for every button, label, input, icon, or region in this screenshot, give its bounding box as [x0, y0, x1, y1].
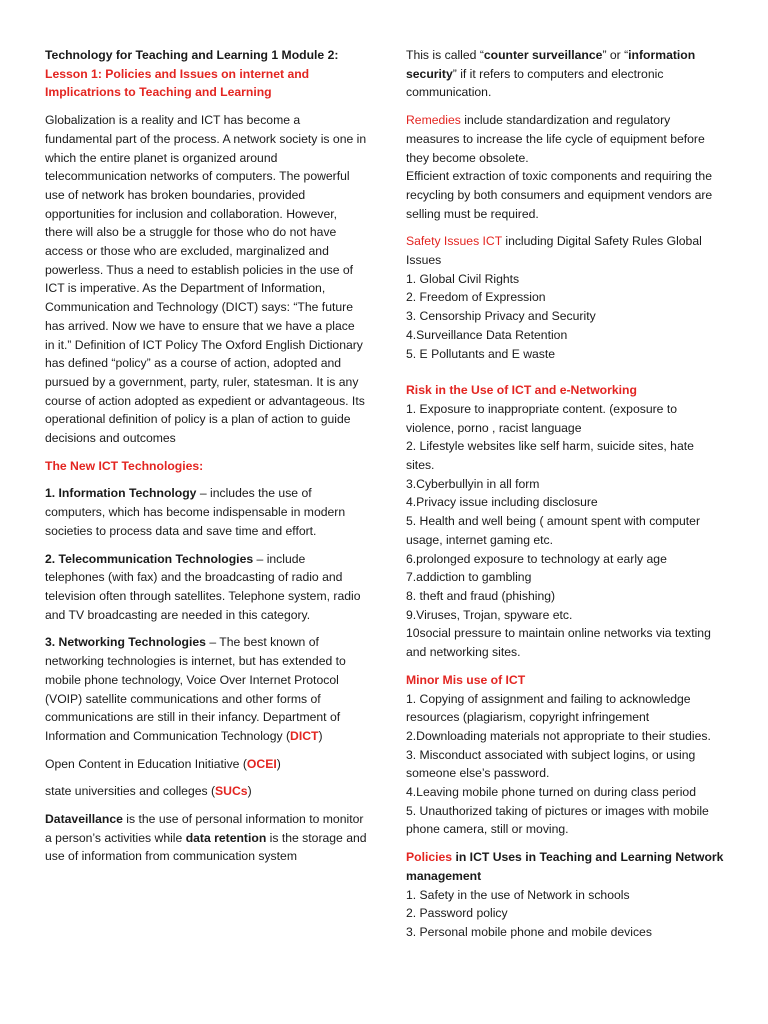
remedies-paragraph-2: Efficient extraction of toxic components and requiring the recycling by both consumers and equipment vendors are selling must be required. — [406, 169, 713, 221]
tech-item-2 — [45, 550, 367, 625]
list-item: 4.Privacy issue including disclosure — [406, 495, 598, 510]
tech-item-1-text: – includes the use of computers, which has become indispensable in modern societies to process data and save time and effort. — [45, 486, 346, 538]
risk-heading: Risk in the Use of ICT and e-Networking — [406, 383, 637, 398]
ocei-text: Open Content in Education Initiative ( — [45, 756, 247, 771]
document-title: Technology for Teaching and Learning 1 Module 2: — [45, 48, 339, 62]
cs-term: counter surveillance — [483, 48, 603, 62]
tech-item-1-label: 1. Information Technology — [45, 486, 197, 501]
minor-misuse-list — [406, 690, 724, 840]
list-item: 2.Downloading materials not appropriate to their studies. — [406, 728, 711, 743]
remedies-term: Remedies — [406, 113, 461, 128]
list-item: 5. Unauthorized taking of pictures or images with mobile phone camera, still or moving. — [406, 803, 709, 837]
dict-abbr: DICT — [290, 728, 319, 743]
list-item: 2. Lifestyle websites like self harm, suicide sites, hate sites. — [406, 439, 694, 473]
list-item: 3.Cyberbullyin in all form — [406, 476, 540, 491]
cs-prefix: This is called “ — [406, 48, 484, 62]
dataveillance-term: Dataveillance — [45, 812, 123, 827]
tech-item-3-text: – The best known of networking technologies is internet, but has extended to mobile phone technology, Voice Over Internet Protocol (VOIP) satellite communications and other forms of communications are still in their infancy. Department of Information and Communication Technology ( — [45, 635, 346, 743]
dataveillance-paragraph — [45, 810, 367, 866]
dataveillance-text: is the use of personal information to monitor a person’s activities while — [45, 812, 364, 845]
minor-misuse-heading: Minor Mis use of ICT — [406, 672, 526, 687]
ocei-close: ) — [276, 756, 281, 771]
safety-text: including Digital Safety Rules Global Issues — [406, 234, 702, 268]
tech-item-3-label: 3. Networking Technologies — [45, 635, 206, 650]
list-item: 5. E Pollutants and E waste — [406, 346, 556, 361]
policies-term: Policies — [406, 850, 453, 865]
tech-item-3 — [45, 633, 367, 745]
lesson-title: Lesson 1: Policies and Issues on internet and Implicatrions to Teaching and Learning — [45, 66, 310, 100]
list-item: 3. Censorship Privacy and Security — [406, 309, 596, 324]
sucs-line — [45, 782, 367, 801]
list-item: 9.Viruses, Trojan, spyware etc. — [406, 607, 573, 622]
policies-heading-rest: in ICT Uses in Teaching and Learning Network management — [406, 850, 724, 883]
risk-list — [406, 400, 724, 662]
list-item: 4.Surveillance Data Retention — [406, 327, 568, 342]
right-column — [406, 46, 724, 942]
list-item: 1. Global Civil Rights — [406, 271, 520, 286]
list-item: 2. Password policy — [406, 906, 508, 921]
remedies-paragraph — [406, 111, 724, 167]
cs-suffix: ” if it refers to computers and electronic communication. — [406, 66, 664, 100]
counter-surveillance-paragraph — [406, 46, 724, 102]
policies-heading — [406, 848, 724, 885]
list-item: 5. Health and well being ( amount spent with computer usage, internet gaming etc. — [406, 514, 701, 547]
tech-item-1 — [45, 484, 367, 540]
data-retention-text: is the storage and use of information from communication system — [45, 830, 367, 864]
list-item: 3. Misconduct associated with subject logins, or using someone else’s password. — [406, 747, 696, 781]
policies-list — [406, 886, 724, 942]
list-item: 1. Exposure to inappropriate content. (exposure to violence, porno , racist language — [406, 401, 677, 435]
sucs-abbr: SUCs — [215, 784, 248, 799]
cs-mid: ” or “ — [602, 48, 629, 62]
list-item: 10social pressure to maintain online networks via texting and networking sites. — [406, 626, 711, 660]
tech-item-2-label: 2. Telecommunication Technologies — [45, 551, 254, 566]
safety-heading — [406, 232, 724, 269]
list-item: 4.Leaving mobile phone turned on during class period — [406, 785, 696, 800]
list-item: 8. theft and fraud (phishing) — [406, 588, 556, 603]
dict-close: ) — [318, 728, 323, 743]
data-retention-term: data retention — [185, 830, 267, 845]
intro-paragraph: Globalization is a reality and ICT has become a fundamental part of the process. A network society is one in which the entire planet is organized around telecommunication networks of computers. The powerful use of network has broken boundaries, provided opportunities for inclusion and collaboration. However, there will also be a struggle for those who do not have access or those who are excluded, marginalized and powerless. Thus a need to establish policies in the use of ICT is imperative. As the Department of Information, Communication and Technology (DICT) says: “The future has arrived. Now we have to ensure that we have a place in it.” Definition of ICT Policy The Oxford English Dictionary has defined “policy” as a course of action, adopted and pursued by a government, party, ruler, statesman. It is any course of action adopted as expedient or advantageous. Its operational definition of policy is a plan of action to guide decisions and outcomes — [45, 113, 367, 446]
list-item: 3. Personal mobile phone and mobile devices — [406, 924, 652, 939]
list-item: 7.addiction to gambling — [406, 570, 532, 585]
safety-list — [406, 270, 724, 364]
sucs-close: ) — [247, 784, 252, 799]
list-item: 1. Safety in the use of Network in schools — [406, 887, 630, 902]
ocei-line — [45, 755, 367, 774]
list-item: 1. Copying of assignment and failing to acknowledge resources (plagiarism, copyright infringement — [406, 691, 691, 725]
list-item: 6.prolonged exposure to technology at early age — [406, 551, 667, 566]
ocei-abbr: OCEI — [246, 756, 277, 771]
list-item: 2. Freedom of Expression — [406, 290, 546, 305]
sucs-text: state universities and colleges ( — [45, 784, 216, 799]
new-tech-heading: The New ICT Technologies: — [45, 458, 204, 473]
tech-item-2-text: – include telephones (with fax) and the broadcasting of radio and television often through satellites. Telephone system, radio and TV broadcasting are needed in this category. — [45, 551, 361, 622]
safety-term: Safety Issues ICT — [406, 234, 502, 249]
left-column — [45, 46, 367, 866]
is-term: information security — [406, 48, 696, 81]
remedies-text: include standardization and regulatory measures to increase the life cycle of equipment before they become obsolete. — [406, 113, 705, 165]
